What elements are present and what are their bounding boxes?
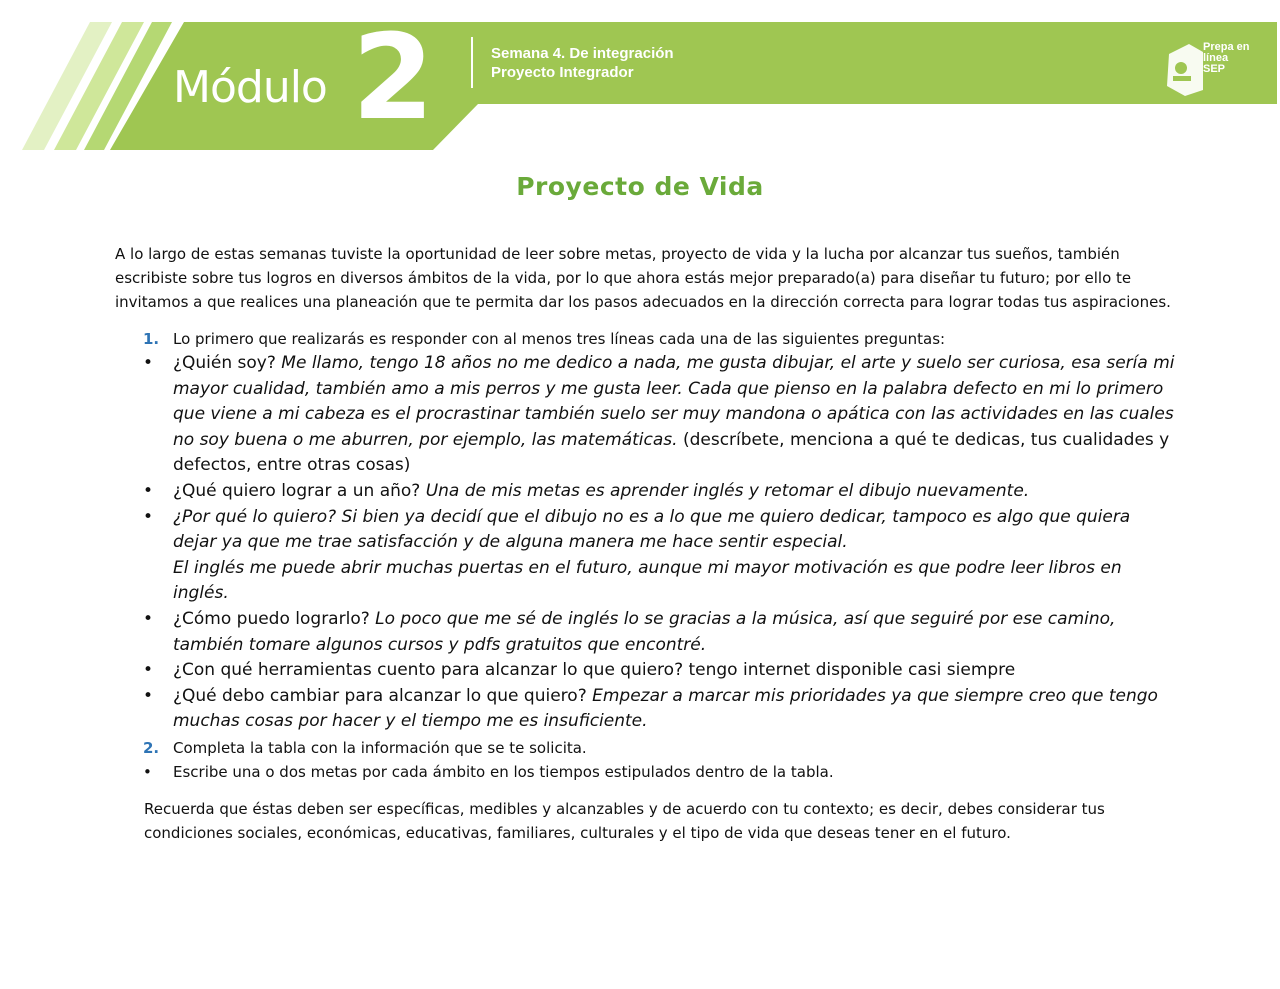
bullet: • xyxy=(143,660,154,681)
module-number: 2 xyxy=(352,8,435,146)
bullet: • xyxy=(143,763,152,781)
question-text: ¿Qué quiero lograr a un año? xyxy=(173,480,426,501)
logo-line-3: SEP xyxy=(1203,63,1226,75)
bullet: • xyxy=(143,608,154,629)
hint-text: (descríbete, menciona a qué te dedicas, tus cualidades y defectos, entre otras cosas) xyxy=(173,429,1170,476)
bullet: • xyxy=(143,685,154,706)
logo-text xyxy=(1203,42,1249,75)
list-item xyxy=(115,505,1175,607)
section-2-bullet: Escribe una o dos metas por cada ámbito en los tiempos estipulados dentro de la tabla. xyxy=(173,763,834,781)
list-item xyxy=(115,607,1175,658)
section-1-text: Lo primero que realizarás es responder con al menos tres líneas cada una de las siguientes preguntas: xyxy=(173,330,946,348)
closing-paragraph: Recuerda que éstas deben ser específicas, medibles y alcanzables y de acuerdo con tu contexto; es decir, debes considerar tus condiciones sociales, económicas, educativas, familiares, culturales y el tipo de vida que deseas tener en el futuro. xyxy=(144,800,1105,842)
list-item xyxy=(115,351,1175,479)
answer-text: El inglés me puede abrir muchas puertas en el futuro, aunque mi mayor motivación es que podre leer libros en inglés. xyxy=(173,557,1122,604)
list-item xyxy=(115,760,1175,784)
section-1-heading xyxy=(115,327,1175,351)
intro-paragraph: A lo largo de estas semanas tuviste la oportunidad de leer sobre metas, proyecto de vida y la lucha por alcanzar tus sueños, también escribiste sobre tus logros en diversos ámbitos de la vida, por lo que ahora estás mejor preparado(a) para diseñar tu futuro; por ello te invitamos a que realices una planeación que te permita dar los pasos adecuados en la dirección correcta para lograr todas tus aspiraciones. xyxy=(115,245,1171,311)
answer-text: ¿Por qué lo quiero? Si bien ya decidí que el dibujo no es a lo que me quiero dedicar, tampoco es algo que quiera dejar ya que me trae satisfacción y de alguna manera me hace sentir especial. xyxy=(173,506,1131,553)
section-2-text: Completa la tabla con la información que se te solicita. xyxy=(173,739,587,757)
answer-text: Empezar a marcar mis prioridades ya que siempre creo que tengo muchas cosas por hacer y el tiempo me es insuficiente. xyxy=(173,685,1158,732)
question-text: ¿Cómo puedo lograrlo? xyxy=(173,608,376,629)
week-line: Semana 4. De integración xyxy=(491,45,674,62)
bullet: • xyxy=(143,480,154,501)
project-line: Proyecto Integrador xyxy=(491,64,634,81)
answer-text: Lo poco que me sé de inglés lo se gracias a la música, así que seguiré por ese camino, también tomare algunos cursos y pdfs gratuitos que encontré. xyxy=(173,608,1116,655)
section-2-heading xyxy=(115,736,1175,760)
page-title: Proyecto de Vida xyxy=(516,172,764,201)
answer-text: Me llamo, tengo 18 años no me dedico a nada, me gusta dibujar, el arte y suelo ser curiosa, esa sería mi mayor cualidad, también amo a mis perros y me gusta leer. Cada que pienso en la palabra defecto en mi lo primero que viene a mi cabeza es el procrastinar también suelo ser muy mandona o apática con las actividades en las cuales no soy buena o me aburren, por ejemplo, las matemáticas. xyxy=(173,353,1175,450)
question-text: ¿Quién soy? xyxy=(173,353,282,373)
section-2 xyxy=(115,736,1175,784)
module-label: Módulo xyxy=(173,62,327,113)
list-item xyxy=(115,479,1175,505)
question-text: ¿Con qué herramientas cuento para alcanzar lo que quiero? tengo internet disponible casi siempre xyxy=(173,660,1016,681)
logo-line-2: línea xyxy=(1203,52,1229,64)
list-item xyxy=(115,684,1175,735)
question-text: ¿Qué debo cambiar para alcanzar lo que quiero? xyxy=(173,685,593,706)
bullet: • xyxy=(143,506,154,527)
week-info xyxy=(491,44,674,82)
list-number: 1. xyxy=(143,330,160,348)
bullet: • xyxy=(143,353,154,373)
list-item xyxy=(115,658,1175,684)
section-1 xyxy=(115,327,1175,735)
logo-line-1: Prepa en xyxy=(1203,41,1250,53)
answer-text: Una de mis metas es aprender inglés y retomar el dibujo nuevamente. xyxy=(425,480,1030,501)
list-number: 2. xyxy=(143,739,160,757)
